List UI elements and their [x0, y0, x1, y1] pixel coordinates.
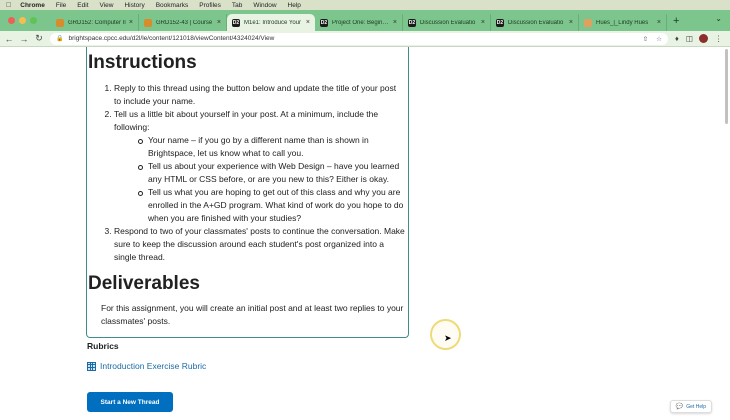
- tab-label: Discussion Evaluatio: [508, 19, 564, 26]
- favicon-icon: D2: [496, 19, 504, 26]
- favicon-icon: [584, 19, 592, 27]
- menu-app-name[interactable]: Chrome: [15, 1, 40, 9]
- menu-window[interactable]: Window: [248, 1, 272, 9]
- menu-view[interactable]: View: [94, 1, 109, 9]
- rubric-table-icon: [87, 362, 96, 371]
- favicon-icon: [56, 19, 64, 27]
- instructions-heading: Instructions: [88, 52, 197, 73]
- close-tab-icon[interactable]: ×: [568, 19, 573, 26]
- window-controls: [8, 17, 37, 24]
- close-tab-icon[interactable]: ×: [392, 19, 397, 26]
- kebab-menu-icon[interactable]: ⋮: [714, 34, 723, 43]
- close-tab-icon[interactable]: ×: [480, 19, 485, 26]
- favicon-icon: [144, 19, 152, 27]
- browser-tab[interactable]: [579, 14, 667, 31]
- browser-tab-strip: [0, 10, 730, 31]
- apple-icon[interactable]: [6, 2, 11, 9]
- step-item: 2. Tell us a little bit about yourself in your post. At a minimum, include the following: Your name – if you go by a different name than is shown in Brightspace, let us know what to call you. Tell us about your experience with Web Design – have you learned any HTML or CSS before, or are you new to this? Either is okay. Tell us what you are hoping to get out of this class and why you are enrolled in the A+GD program. What kind of work do you hope to do when you are finished with your studies?: [114, 108, 405, 225]
- close-tab-icon[interactable]: ×: [216, 19, 221, 26]
- reload-icon[interactable]: ↻: [35, 33, 43, 43]
- url-text[interactable]: brightspace.cpcc.edu/d2l/le/content/121018/viewContent/4324024/View: [68, 35, 275, 42]
- menu-bookmarks[interactable]: Bookmarks: [150, 1, 183, 9]
- tab-label: Project One: Begin Pr: [332, 19, 390, 26]
- close-tab-icon[interactable]: ×: [128, 19, 133, 26]
- tab-label: GRD152-43 | Course: [156, 19, 213, 26]
- browser-tab[interactable]: [139, 14, 227, 31]
- rubric-link-label[interactable]: Introduction Exercise Rubric: [100, 361, 207, 371]
- menu-file[interactable]: File: [50, 1, 62, 9]
- menu-edit[interactable]: Edit: [72, 1, 84, 9]
- scrollbar-thumb[interactable]: [725, 49, 728, 124]
- browser-tab[interactable]: [403, 14, 491, 31]
- rubric-link[interactable]: [87, 361, 206, 371]
- deliverables-heading: Deliverables: [88, 273, 200, 294]
- browser-tab[interactable]: [491, 14, 579, 31]
- new-tab-icon[interactable]: +: [673, 14, 680, 27]
- bookmark-star-icon[interactable]: ☆: [656, 35, 662, 43]
- substeps-list: [114, 134, 405, 225]
- step-item: 3. Respond to two of your classmates' posts to continue the conversation. Make sure to keep the discussion around each student's post organized into a single thread.: [114, 225, 405, 264]
- start-new-thread-button[interactable]: Start a New Thread: [87, 392, 173, 412]
- menu-profiles[interactable]: Profiles: [193, 1, 216, 9]
- tab-label: M1e1: Introduce Your: [244, 19, 302, 26]
- back-arrow-icon[interactable]: ←: [4, 33, 14, 44]
- get-help-label: Get Help: [686, 403, 706, 410]
- favicon-icon: D2: [408, 19, 416, 26]
- substep-item: Tell us about your experience with Web Design – have you learned any HTML or CSS before, or are you new to this? Either is okay.: [138, 160, 405, 186]
- step-item: 1. Reply to this thread using the button below and update the title of your post to include your name.: [114, 82, 405, 108]
- tab-search-chevron-icon[interactable]: ⌄: [715, 14, 722, 23]
- close-tab-icon[interactable]: ×: [305, 19, 310, 26]
- favicon-icon: D2: [320, 19, 328, 26]
- macos-menu-bar: [0, 0, 730, 10]
- chat-bubble-icon: 💬: [675, 404, 684, 410]
- substep-item: Your name – if you go by a different name than is shown in Brightspace, let us know what to call you.: [138, 134, 405, 160]
- browser-toolbar: [0, 31, 730, 47]
- menu-help[interactable]: Help: [282, 1, 296, 9]
- address-bar[interactable]: [50, 33, 668, 45]
- favicon-icon: D2: [232, 19, 240, 26]
- get-help-button[interactable]: [670, 400, 712, 413]
- close-tab-icon[interactable]: ×: [656, 19, 661, 26]
- tab-label: GRD152: Computer Il: [68, 19, 126, 26]
- profile-avatar[interactable]: [699, 34, 708, 43]
- minimize-window-button[interactable]: [19, 17, 26, 24]
- browser-tab[interactable]: [315, 14, 403, 31]
- forward-arrow-icon[interactable]: →: [19, 33, 29, 44]
- lock-icon[interactable]: 🔒: [56, 36, 64, 42]
- tab-label: Discussion Evaluatio: [420, 19, 476, 26]
- mouse-pointer-icon: ➤: [444, 333, 452, 343]
- zoom-window-button[interactable]: [30, 17, 37, 24]
- side-panel-icon[interactable]: ◫: [685, 34, 693, 43]
- rubrics-label: Rubrics: [87, 341, 119, 351]
- deliverables-text: For this assignment, you will create an initial post and at least two replies to your classmates' posts.: [101, 303, 404, 326]
- close-window-button[interactable]: [8, 17, 15, 24]
- instructions-steps: [100, 82, 405, 264]
- tab-label: Hues_|_Lindy Hues: [596, 19, 649, 26]
- browser-tab-active[interactable]: [227, 14, 315, 31]
- substep-item: Tell us what you are hoping to get out of this class and why you are enrolled in the A+GD program. What kind of work do you hope to do when you are finished with your studies?: [138, 186, 405, 225]
- page-content: [0, 47, 730, 420]
- menu-history[interactable]: History: [119, 1, 140, 9]
- browser-tab[interactable]: [51, 14, 139, 31]
- extensions-puzzle-icon[interactable]: ♦: [675, 34, 679, 43]
- menu-tab[interactable]: Tab: [226, 1, 238, 9]
- share-icon[interactable]: ⇧: [642, 35, 649, 43]
